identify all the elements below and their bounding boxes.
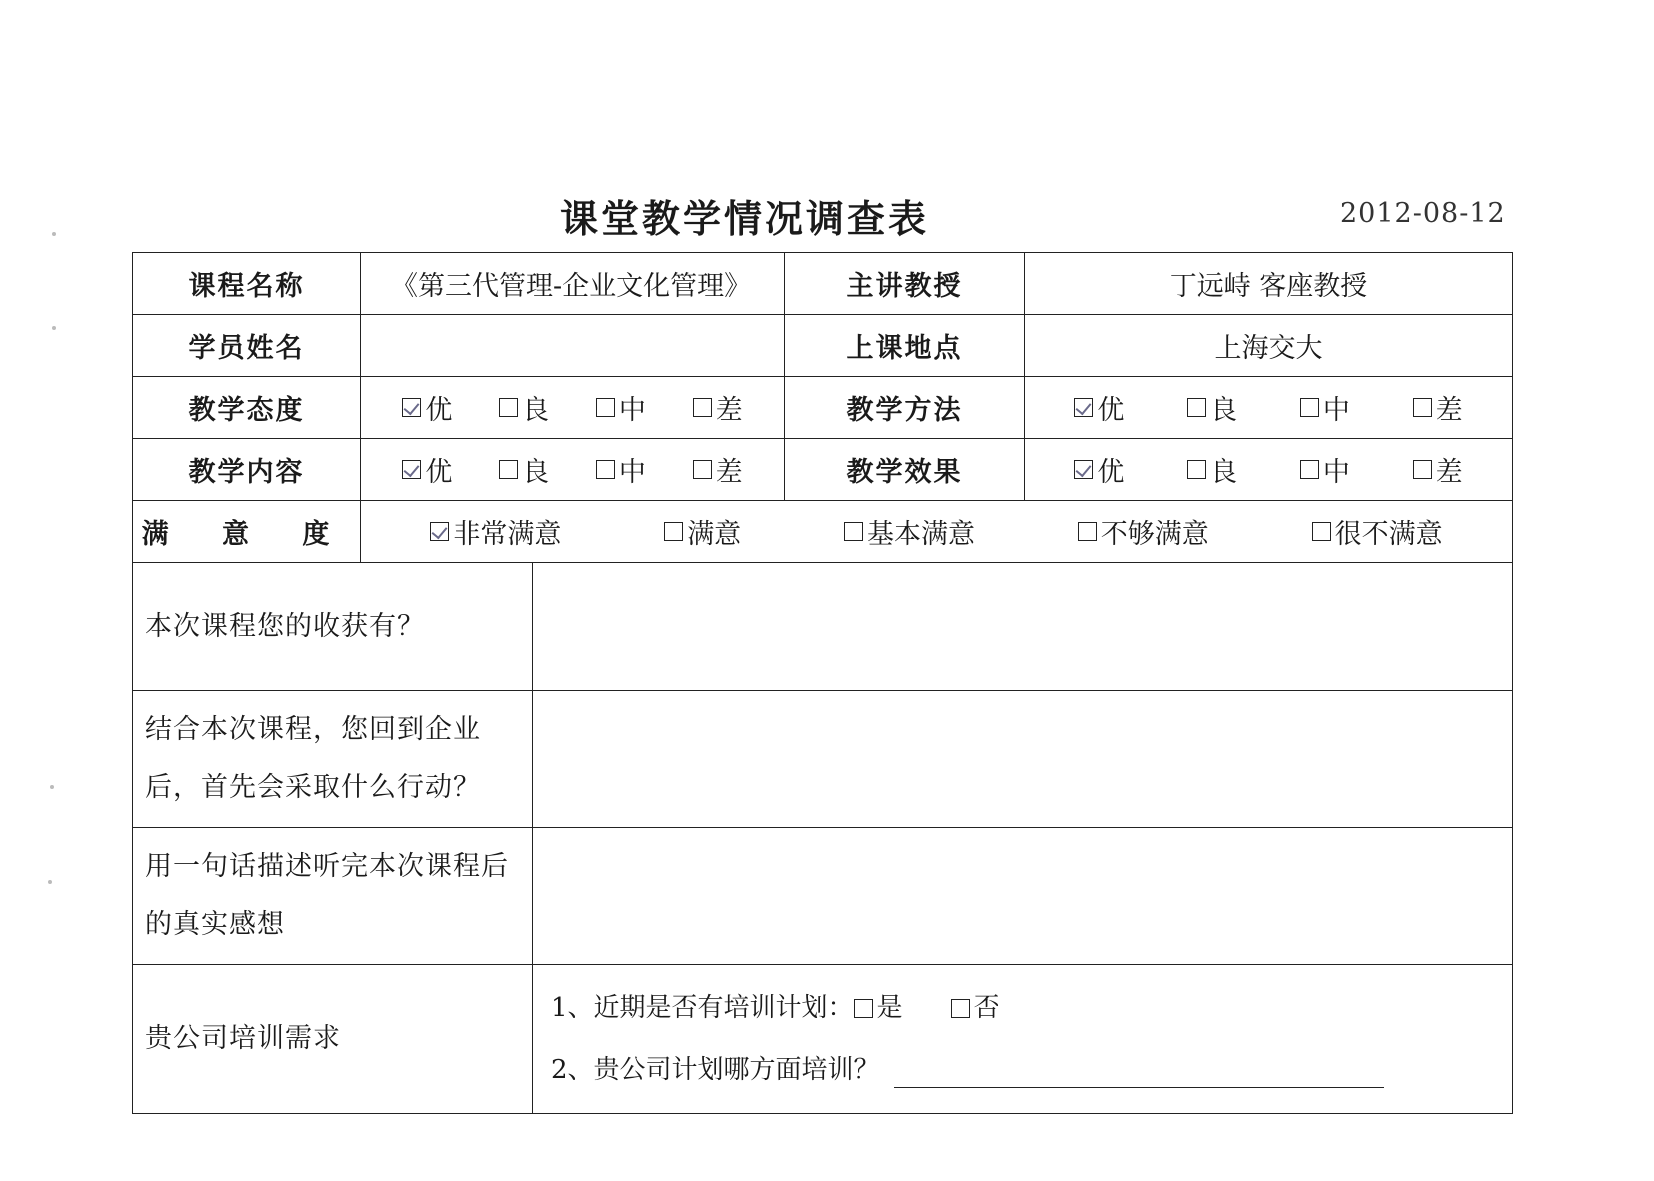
q3-answer-field[interactable] [533,828,1513,965]
option-label: 满意 [687,519,742,550]
checkbox-checked[interactable] [1074,398,1093,417]
option-label: 差 [715,457,743,488]
attitude-options [361,377,785,439]
effect-option[interactable] [1300,450,1350,489]
content-label: 教学内容 [133,439,361,501]
needs-area-line [551,1039,1494,1101]
option-label: 良 [522,457,550,488]
option-label: 非常满意 [453,519,562,550]
student-name-label: 学员姓名 [133,315,361,377]
needs-yes-option[interactable] [854,977,903,1039]
option-label: 基本满意 [866,519,975,550]
option-label: 优 [1097,457,1125,488]
checkbox[interactable] [1187,460,1206,479]
professor-value: 丁远峙 客座教授 [1025,253,1513,315]
option-label: 良 [1210,395,1238,426]
scan-speck [52,326,56,330]
checkbox[interactable] [1300,398,1319,417]
attitude-option[interactable] [499,388,549,427]
scan-speck [48,880,52,884]
attitude-option[interactable] [693,388,743,427]
option-label: 良 [522,395,550,426]
student-name-field[interactable] [361,315,785,377]
option-label: 是 [876,993,903,1023]
checkbox[interactable] [1300,460,1319,479]
effect-option[interactable] [1187,450,1237,489]
course-name-value: 《第三代管理-企业文化管理》 [361,253,785,315]
checkbox[interactable] [844,522,863,541]
option-label: 良 [1210,457,1238,488]
option-label: 差 [1435,395,1463,426]
course-name-label: 课程名称 [133,253,361,315]
content-option[interactable] [402,450,452,489]
content-option[interactable] [499,450,549,489]
checkbox[interactable] [499,460,518,479]
attitude-option[interactable] [596,388,646,427]
content-option[interactable] [596,450,646,489]
method-option[interactable] [1300,388,1350,427]
satisfaction-option[interactable] [1078,512,1209,551]
method-option[interactable] [1413,388,1463,427]
checkbox-checked[interactable] [402,460,421,479]
checkbox[interactable] [596,460,615,479]
attitude-label: 教学态度 [133,377,361,439]
location-label: 上课地点 [785,315,1025,377]
needs-content [533,965,1513,1114]
checkbox[interactable] [951,999,970,1018]
option-label: 优 [425,457,453,488]
content-options [361,439,785,501]
option-label: 中 [618,395,646,426]
needs-q1: 1、近期是否有培训计划： [551,993,854,1023]
checkbox[interactable] [1413,460,1432,479]
checkbox-checked[interactable] [430,522,449,541]
option-label: 中 [1322,457,1350,488]
option-label: 差 [1435,457,1463,488]
needs-area-input[interactable] [894,1053,1384,1088]
option-label: 差 [715,395,743,426]
method-option[interactable] [1074,388,1124,427]
satisfaction-label: 满 意 度 [133,501,361,563]
effect-option[interactable] [1074,450,1124,489]
option-label: 优 [1097,395,1125,426]
location-value: 上海交大 [1025,315,1513,377]
professor-label: 主讲教授 [785,253,1025,315]
scan-speck [52,232,56,236]
option-label: 否 [973,993,1000,1023]
q1-answer-field[interactable] [533,563,1513,691]
scan-speck [50,785,54,789]
option-label: 中 [1322,395,1350,426]
satisfaction-option[interactable] [664,512,741,551]
needs-label: 贵公司培训需求 [133,965,533,1114]
satisfaction-options [361,501,1513,563]
method-option[interactable] [1187,388,1237,427]
page-title: 课堂教学情况调查表 [560,197,930,241]
effect-option[interactable] [1413,450,1463,489]
checkbox[interactable] [1078,522,1097,541]
q2-answer-field[interactable] [533,691,1513,828]
checkbox[interactable] [693,460,712,479]
option-label: 中 [618,457,646,488]
checkbox[interactable] [854,999,873,1018]
needs-q2: 2、贵公司计划哪方面培训？ [551,1055,880,1085]
checkbox[interactable] [596,398,615,417]
checkbox[interactable] [1187,398,1206,417]
needs-plan-line [551,977,1494,1039]
q2-label: 结合本次课程，您回到企业后，首先会采取什么行动？ [133,691,533,828]
content-option[interactable] [693,450,743,489]
method-options [1025,377,1513,439]
checkbox[interactable] [499,398,518,417]
checkbox[interactable] [1413,398,1432,417]
checkbox-checked[interactable] [1074,460,1093,479]
checkbox[interactable] [693,398,712,417]
checkbox[interactable] [664,522,683,541]
method-label: 教学方法 [785,377,1025,439]
satisfaction-option[interactable] [1312,512,1443,551]
q1-label: 本次课程您的收获有？ [133,563,533,691]
survey-form [132,252,1513,1114]
effect-label: 教学效果 [785,439,1025,501]
checkbox-checked[interactable] [402,398,421,417]
option-label: 优 [425,395,453,426]
q3-label: 用一句话描述听完本次课程后的真实感想 [133,828,533,965]
needs-no-option[interactable] [951,977,1000,1039]
option-label: 不够满意 [1100,519,1209,550]
satisfaction-option[interactable] [844,512,975,551]
option-label: 很不满意 [1334,519,1443,550]
form-date: 2012-08-12 [1340,198,1506,229]
satisfaction-option[interactable] [430,512,561,551]
checkbox[interactable] [1312,522,1331,541]
attitude-option[interactable] [402,388,452,427]
effect-options [1025,439,1513,501]
